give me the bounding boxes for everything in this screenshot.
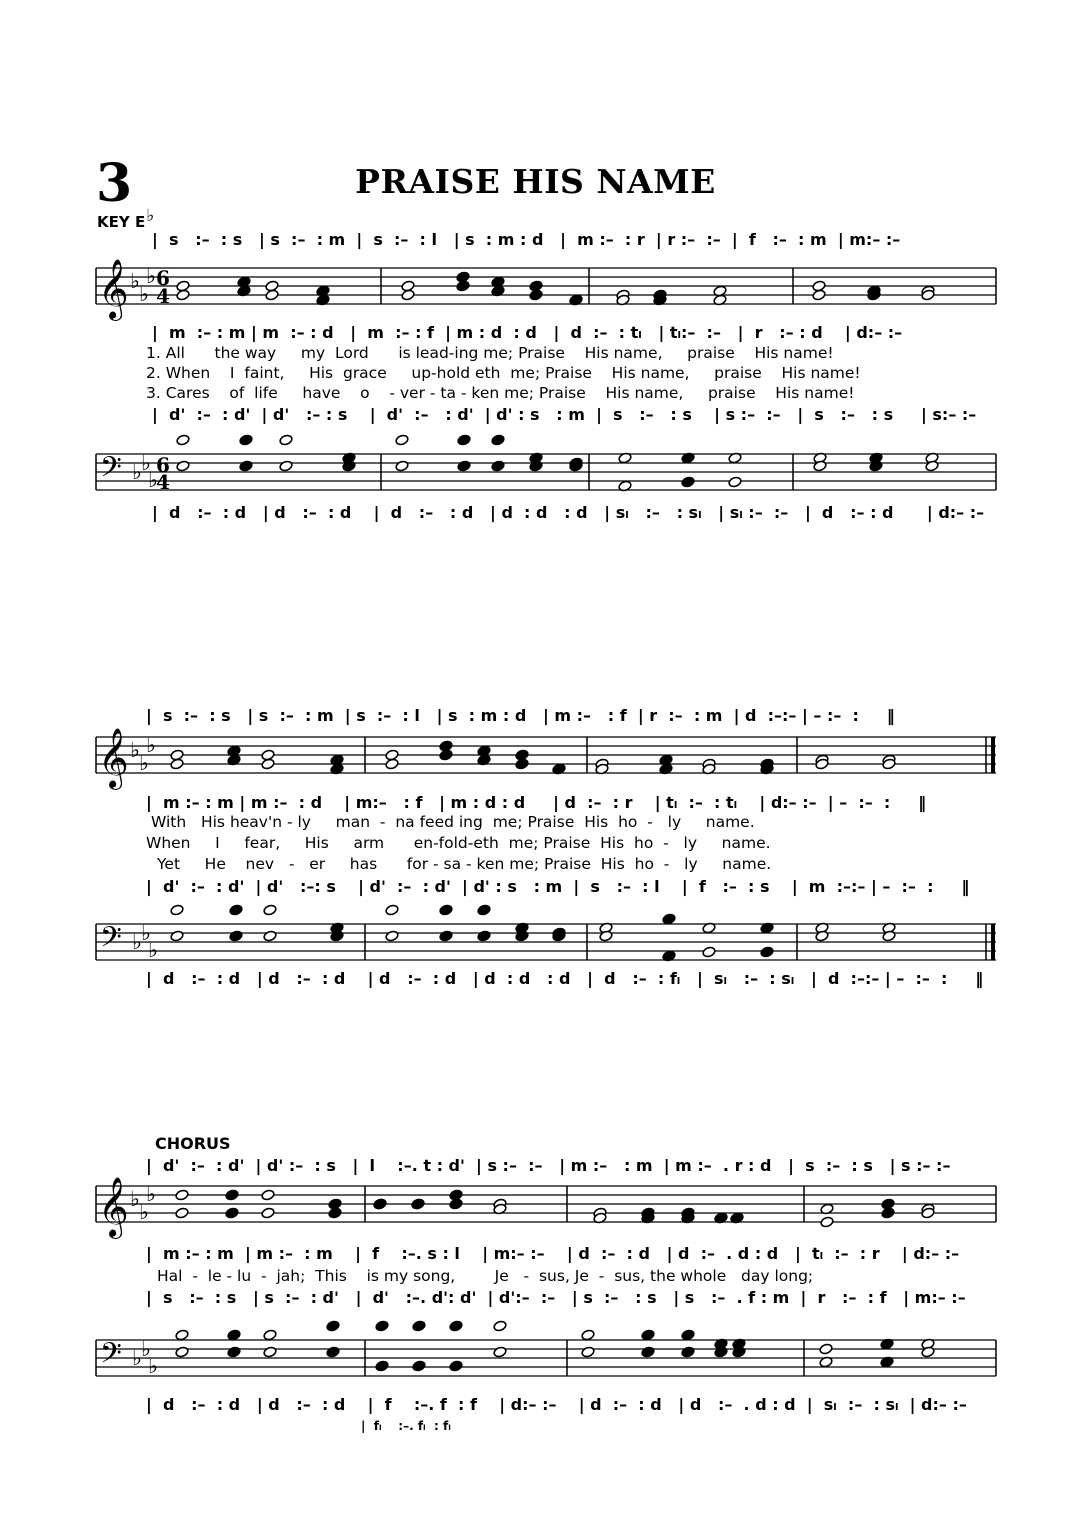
note-head	[263, 1346, 277, 1358]
note-head	[229, 904, 243, 916]
note-head	[457, 460, 471, 472]
tonic-solfa-tenor-line: | d' :– : d' | d' :– : s | d' :– : d' | d' : s : m | s :– : s | s :– :– | s :– : s | s:– :–	[152, 405, 977, 424]
note-head	[881, 1207, 895, 1219]
note-head	[760, 946, 774, 958]
tonic-solfa-bass-line: | d :– : d | d :– : d | f :–. f : f | d:– :– | d :– : d | d :– . d : d | sₗ :– : sₗ | d:– :–	[146, 1395, 967, 1414]
flat-icon: ♭	[139, 282, 149, 306]
lyric-verse-line: 2. When I faint, His grace up-hold eth me; Praise His name, praise His name!	[146, 364, 861, 382]
note-head	[681, 476, 695, 488]
notes	[170, 740, 896, 775]
note-head	[439, 904, 453, 916]
flat-icon: ♭	[130, 1187, 140, 1211]
note-head	[491, 434, 505, 446]
note-head	[728, 476, 742, 488]
note-head	[581, 1329, 595, 1341]
note-head	[176, 434, 190, 446]
note-head	[401, 289, 415, 301]
note-head	[493, 1346, 507, 1358]
note-head	[227, 1346, 241, 1358]
tonic-solfa-alto-line: | m :– : m | m :– : d | m :– : f | m : d : d | d :– : tₗ | tₗ:– :– | r :– : d | d:– :–	[152, 323, 903, 342]
flat-icon: ♭	[132, 930, 142, 954]
lyric-verse-line: 3. Cares of life have o - ver - ta - ken me; Praise His name, praise His name!	[146, 384, 855, 402]
lyric-verse-line: With His heav'n - ly man - na feed ing me; Praise His ho - ly name.	[151, 813, 755, 831]
flat-icon: ♭	[148, 938, 158, 962]
note-head	[261, 1207, 275, 1219]
note-head	[279, 460, 293, 472]
note-head	[385, 904, 399, 916]
treble-clef-icon: 𝄞	[98, 1177, 129, 1237]
note-head	[261, 758, 275, 770]
note-head	[581, 1346, 595, 1358]
note-head	[412, 1320, 426, 1332]
note-head	[493, 1320, 507, 1332]
flat-icon: ♭	[146, 1182, 156, 1206]
flat-symbol: ♭	[146, 206, 155, 226]
time-signature-top: 6	[156, 266, 170, 290]
tonic-solfa-bass-line: | d :– : d | d :– : d | d :– : d | d : d : d | sₗ :– : sₗ | sₗ :– :– | d :– : d | d:– :–	[152, 503, 985, 522]
flat-icon: ♭	[148, 1354, 158, 1378]
tonic-solfa-bass-extra-line: | fₗ :–. fₗ : fₗ	[361, 1419, 451, 1433]
note-head	[449, 1360, 463, 1372]
bass-staff	[0, 1316, 1071, 1396]
tonic-solfa-alto-line: | m :– : m | m :– : m | f :–. s : l | m:– :– | d :– : d | d :– . d : d | tₗ :– : r | d:– :–	[146, 1244, 960, 1263]
note-head	[395, 460, 409, 472]
flat-icon: ♭	[141, 921, 151, 945]
flat-icon: ♭	[132, 460, 142, 484]
lyric-verse-line: Hal - le - lu - jah; This is my song, Je - sus, Je - sus, the whole day long;	[157, 1267, 814, 1285]
note-head	[449, 1320, 463, 1332]
bass-clef-icon: 𝄢	[100, 921, 122, 961]
note-head	[279, 434, 293, 446]
note-head	[449, 1198, 463, 1210]
note-head	[662, 913, 676, 925]
note-head	[176, 289, 190, 301]
note-head	[170, 930, 184, 942]
chorus-label: CHORUS	[155, 1134, 231, 1153]
hymn-title: PRAISE HIS NAME	[355, 162, 716, 201]
tonic-solfa-soprano-line: | s :– : s | s :– : m | s :– : l | s : m : d | m :– : r | r :– :– | f :– : m | m:– :–	[152, 230, 901, 249]
flat-icon: ♭	[130, 738, 140, 762]
flat-icon: ♭	[141, 451, 151, 475]
lyric-verse-line: 1. All the way my Lord is lead-ing me; Praise His name, praise His name!	[146, 344, 834, 362]
note-head	[375, 1360, 389, 1372]
note-head	[812, 289, 826, 301]
tonic-solfa-bass-line: | d :– : d | d :– : d | d :– : d | d : d : d | d :– : fₗ | sₗ :– : sₗ | d :–:– | – :– : ‖	[146, 969, 984, 988]
treble-staff	[0, 1176, 1071, 1236]
note-head	[261, 1189, 275, 1201]
note-head	[175, 1189, 189, 1201]
note-head	[227, 1329, 241, 1341]
treble-staff	[0, 258, 1071, 319]
key-signature-label: KEY E♭	[97, 206, 155, 231]
lyric-verse-line: Yet He nev - er has for - sa - ken me; Praise His ho - ly name.	[157, 855, 772, 873]
note-head	[477, 904, 491, 916]
note-head	[820, 1216, 834, 1228]
tonic-solfa-tenor-line: | s :– : s | s :– : d' | d' :–. d': d' | d':– :– | s :– : s | s :– . f : m | r :– : f | m:– :–	[146, 1288, 966, 1307]
note-head	[326, 1346, 340, 1358]
note-head	[375, 1320, 389, 1332]
note-head	[229, 930, 243, 942]
bass-clef-icon: 𝄢	[100, 1337, 122, 1377]
treble-clef-icon: 𝄞	[98, 728, 129, 788]
flat-icon: ♭	[146, 733, 156, 757]
time-signature-bottom: 4	[156, 284, 170, 308]
staff-lines	[96, 268, 996, 304]
note-head	[175, 1346, 189, 1358]
note-head	[328, 1207, 342, 1219]
note-head	[457, 434, 471, 446]
hymn-number: 3	[96, 153, 133, 214]
note-head	[515, 758, 529, 770]
note-head	[239, 460, 253, 472]
tonic-solfa-alto-line: | m :– : m | m :– : d | m:– : f | m : d : d | d :– : r | tₗ :– : tₗ | d:– :– | – :– : ‖	[146, 793, 927, 812]
note-head	[263, 904, 277, 916]
note-head	[175, 1329, 189, 1341]
note-head	[819, 1343, 833, 1355]
tonic-solfa-soprano-line: | d' :– : d' | d' :– : s | l :–. t : d' | s :– :– | m :– : m | m :– . r : d | s :– : s | s :– :–	[146, 1156, 951, 1175]
note-head	[265, 289, 279, 301]
note-head	[263, 930, 277, 942]
flat-icon: ♭	[132, 1346, 142, 1370]
treble-staff	[0, 727, 1071, 787]
flat-icon: ♭	[130, 269, 140, 293]
note-head	[529, 289, 543, 301]
bass-staff	[0, 900, 1071, 960]
note-head	[702, 946, 716, 958]
note-head	[491, 460, 505, 472]
time-signature-bottom: 4	[156, 470, 170, 494]
tonic-solfa-soprano-line: | s :– : s | s :– : m | s :– : l | s : m : d | m :– : f | r :– : m | d :–:– | – :– : ‖	[146, 706, 895, 725]
note-head	[170, 904, 184, 916]
flat-icon: ♭	[139, 1200, 149, 1224]
note-head	[412, 1360, 426, 1372]
note-head	[385, 930, 399, 942]
note-head	[681, 1346, 695, 1358]
note-head	[263, 1329, 277, 1341]
notes	[175, 1320, 935, 1372]
note-head	[477, 930, 491, 942]
flat-icon: ♭	[146, 264, 156, 288]
note-head	[176, 460, 190, 472]
treble-clef-icon: 𝄞	[98, 259, 129, 319]
note-head	[411, 1198, 425, 1210]
note-head	[326, 1320, 340, 1332]
note-head	[395, 434, 409, 446]
time-signature-top: 6	[156, 453, 170, 477]
note-head	[681, 1329, 695, 1341]
note-head	[641, 1329, 655, 1341]
tonic-solfa-tenor-line: | d' :– : d' | d' :–: s | d' :– : d' | d' : s : m | s :– : l | f :– : s | m :–:– | – :– : ‖	[146, 877, 970, 896]
note-head	[373, 1198, 387, 1210]
note-head	[439, 930, 453, 942]
note-head	[641, 1346, 655, 1358]
note-head	[456, 280, 470, 292]
notes	[176, 271, 935, 306]
note-head	[385, 758, 399, 770]
flat-icon: ♭	[139, 751, 149, 775]
flat-icon: ♭	[141, 1337, 151, 1361]
bass-staff	[0, 430, 1071, 494]
note-head	[175, 1207, 189, 1219]
flat-icon: ♭	[148, 468, 158, 492]
bass-clef-icon: 𝄢	[100, 451, 122, 491]
note-head	[225, 1189, 239, 1201]
lyric-verse-line: When I fear, His arm en-fold-eth me; Praise His ho - ly name.	[146, 834, 771, 852]
note-head	[239, 434, 253, 446]
note-head	[170, 758, 184, 770]
note-head	[439, 749, 453, 761]
note-head	[225, 1207, 239, 1219]
